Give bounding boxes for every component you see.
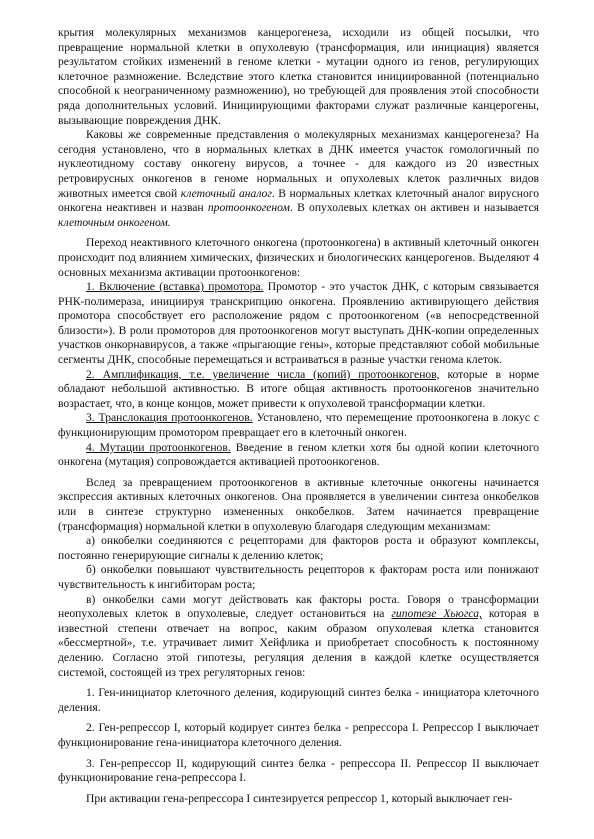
list-item-a: а) онкобелки соединяются с рецепторами для факторов роста и образуют комплексы, постоянно генерирующие сигналы к делению клеток;	[58, 534, 539, 562]
paragraph-oncogene-expression: Вслед за превращением протоонкогенов в активные клеточные онкогены начинается экспрессия активных клеточных онкогенов. Она проявляется в увеличении синтеза онкобелков или в синтезе структурно измененных онкобелков. Затем начинается превращение (трансформация) нормальной клетки в опухолевую благодаря следующим механизмам:	[58, 475, 539, 533]
paragraph-activation-mechanisms: Переход неактивного клеточного онкогена (протоонкогена) в активный клеточный онкоген происходит под влиянием химических, физических и биологических канцерогенов. Выделяют 4 основных механизма активации протоонкогенов:	[58, 236, 539, 279]
mechanism-3-translocation: 3. Транслокация протоонкогенов. Установлено, что перемещение протоонкогена в локус с функционирующим промотором превращает его в клеточный онкоген.	[58, 411, 539, 440]
term-cellular-oncogene: клеточным онкогеном.	[58, 215, 171, 229]
mechanism-3-heading: 3. Транслокация протоонкогенов.	[86, 411, 253, 425]
gene-3-repressor-2: 3. Ген-репрессор II, кодирующий синтез белка - репрессора II. Репрессор II выключает функционирование гена-репрессора I.	[58, 756, 539, 785]
mechanism-4-heading: 4. Мутации протоонкогенов.	[86, 440, 231, 454]
gene-2-repressor-1: 2. Ген-репрессор I, который кодирует синтез белка - репрессора I. Репрессор I выключает функционирование гена-инициатора клеточного деления.	[58, 721, 539, 749]
document-page	[58, 26, 539, 806]
paragraph-modern-concepts: Каковы же современные представления о молекулярных механизмах канцерогенеза? На сегодня установлено, что в нормальных клетках в ДНК имеется участок гомологичный по нуклеотидному составу онкогену вирусов, а точнее - для каждого из 20 известных ретровирусных онкогенов в геноме нормальных и опухолевых клеток различных видов животных имеется свой клеточный аналог. В нормальных клетках клеточный аналог вирусного онкогена неактивен и назван протоонкогеном. В опухолевых клетках он активен и называется клеточным онкогеном.	[58, 128, 540, 229]
mechanism-1-promoter: 1. Включение (вставка) промотора. Промотор - это участок ДНК, с которым связывается РНК-полимераза, инициируя транскрипцию онкогена. Проявлению активирующего действия промотора способствует его расположение рядом с протоонкогеном («в непосредственной близости»). В роли промоторов для протоонкогенов могут выступать ДНК-копии определенных участков онкорнавирусов, а также «прыгающие гены», которые представляют собой мобильные сегменты ДНК, способные перемещаться и встраиваться в разные участки генома клеток.	[58, 280, 539, 367]
mechanism-4-mutation: 4. Мутации протоонкогенов. Введение в геном клетки хотя бы одной копии клеточного онкогена (мутация) сопровождается активацией протоонкогенов.	[58, 440, 539, 469]
mechanism-2-amplification: 2. Амплификация, т.е. увеличение числа (копий) протоонкогенов, которые в норме обладают небольшой активностью. В итоге общая активность протоонкогенов значительно возрастает, что, в конце концов, может привести к опухолевой трансформации клетки.	[58, 367, 539, 410]
paragraph-repressor-activation: При активации гена-репрессора I синтезируется репрессор 1, который выключает ген-	[86, 791, 513, 805]
list-item-b: б) онкобелки повышают чувствительность рецепторов к факторам роста или понижают чувствительность к ингибиторам роста;	[58, 563, 539, 591]
term-cellular-analog: клеточный аналог	[180, 186, 272, 200]
paragraph-carcinogenesis-intro: крытия молекулярных механизмов канцерогенеза, исходили из общей посылки, что превращение нормальной клетки в опухолевую (трансформация, или инициация) является результатом стойких изменений в геноме клетки - мутации одного из генов, регулирующих клеточное размножение. Вследствие этого клетка становится инициированной (потенциально способной к неограниченному размножению), но требующей для проявления этой способности ряда дополнительных условий. Инициирующими факторами служат различные канцерогены, вызывающие повреждения ДНК.	[58, 26, 539, 127]
term-protooncogene: протоонкогеном	[207, 201, 290, 215]
term-hughes-hypothesis: гипотезе Хьюгса,	[391, 607, 482, 621]
gene-1-initiator: 1. Ген-инициатор клеточного деления, кодирующий синтез белка - инициатора клеточного деления.	[58, 686, 539, 714]
mechanism-1-heading: 1. Включение (вставка) промотора.	[86, 280, 264, 294]
mechanism-2-heading: 2. Амплификация, т.е. увеличение числа (копий) протоонкогенов,	[86, 367, 440, 381]
list-item-c: в) онкобелки сами могут действовать как факторы роста. Говоря о трансформации неопухолевых клеток в опухолевые, следует остановиться на гипотезе Хьюгса, которая в известной степени отвечает на вопрос, каким образом опухолевая клетка становится «бессмертной», т.е. утрачивает лимит Хейфлика и приобретает способность к постоянному делению. Согласно этой гипотезы, регуляция деления в каждой клетке осуществляется системой, состоящей из трех регуляторных генов:	[58, 592, 539, 679]
